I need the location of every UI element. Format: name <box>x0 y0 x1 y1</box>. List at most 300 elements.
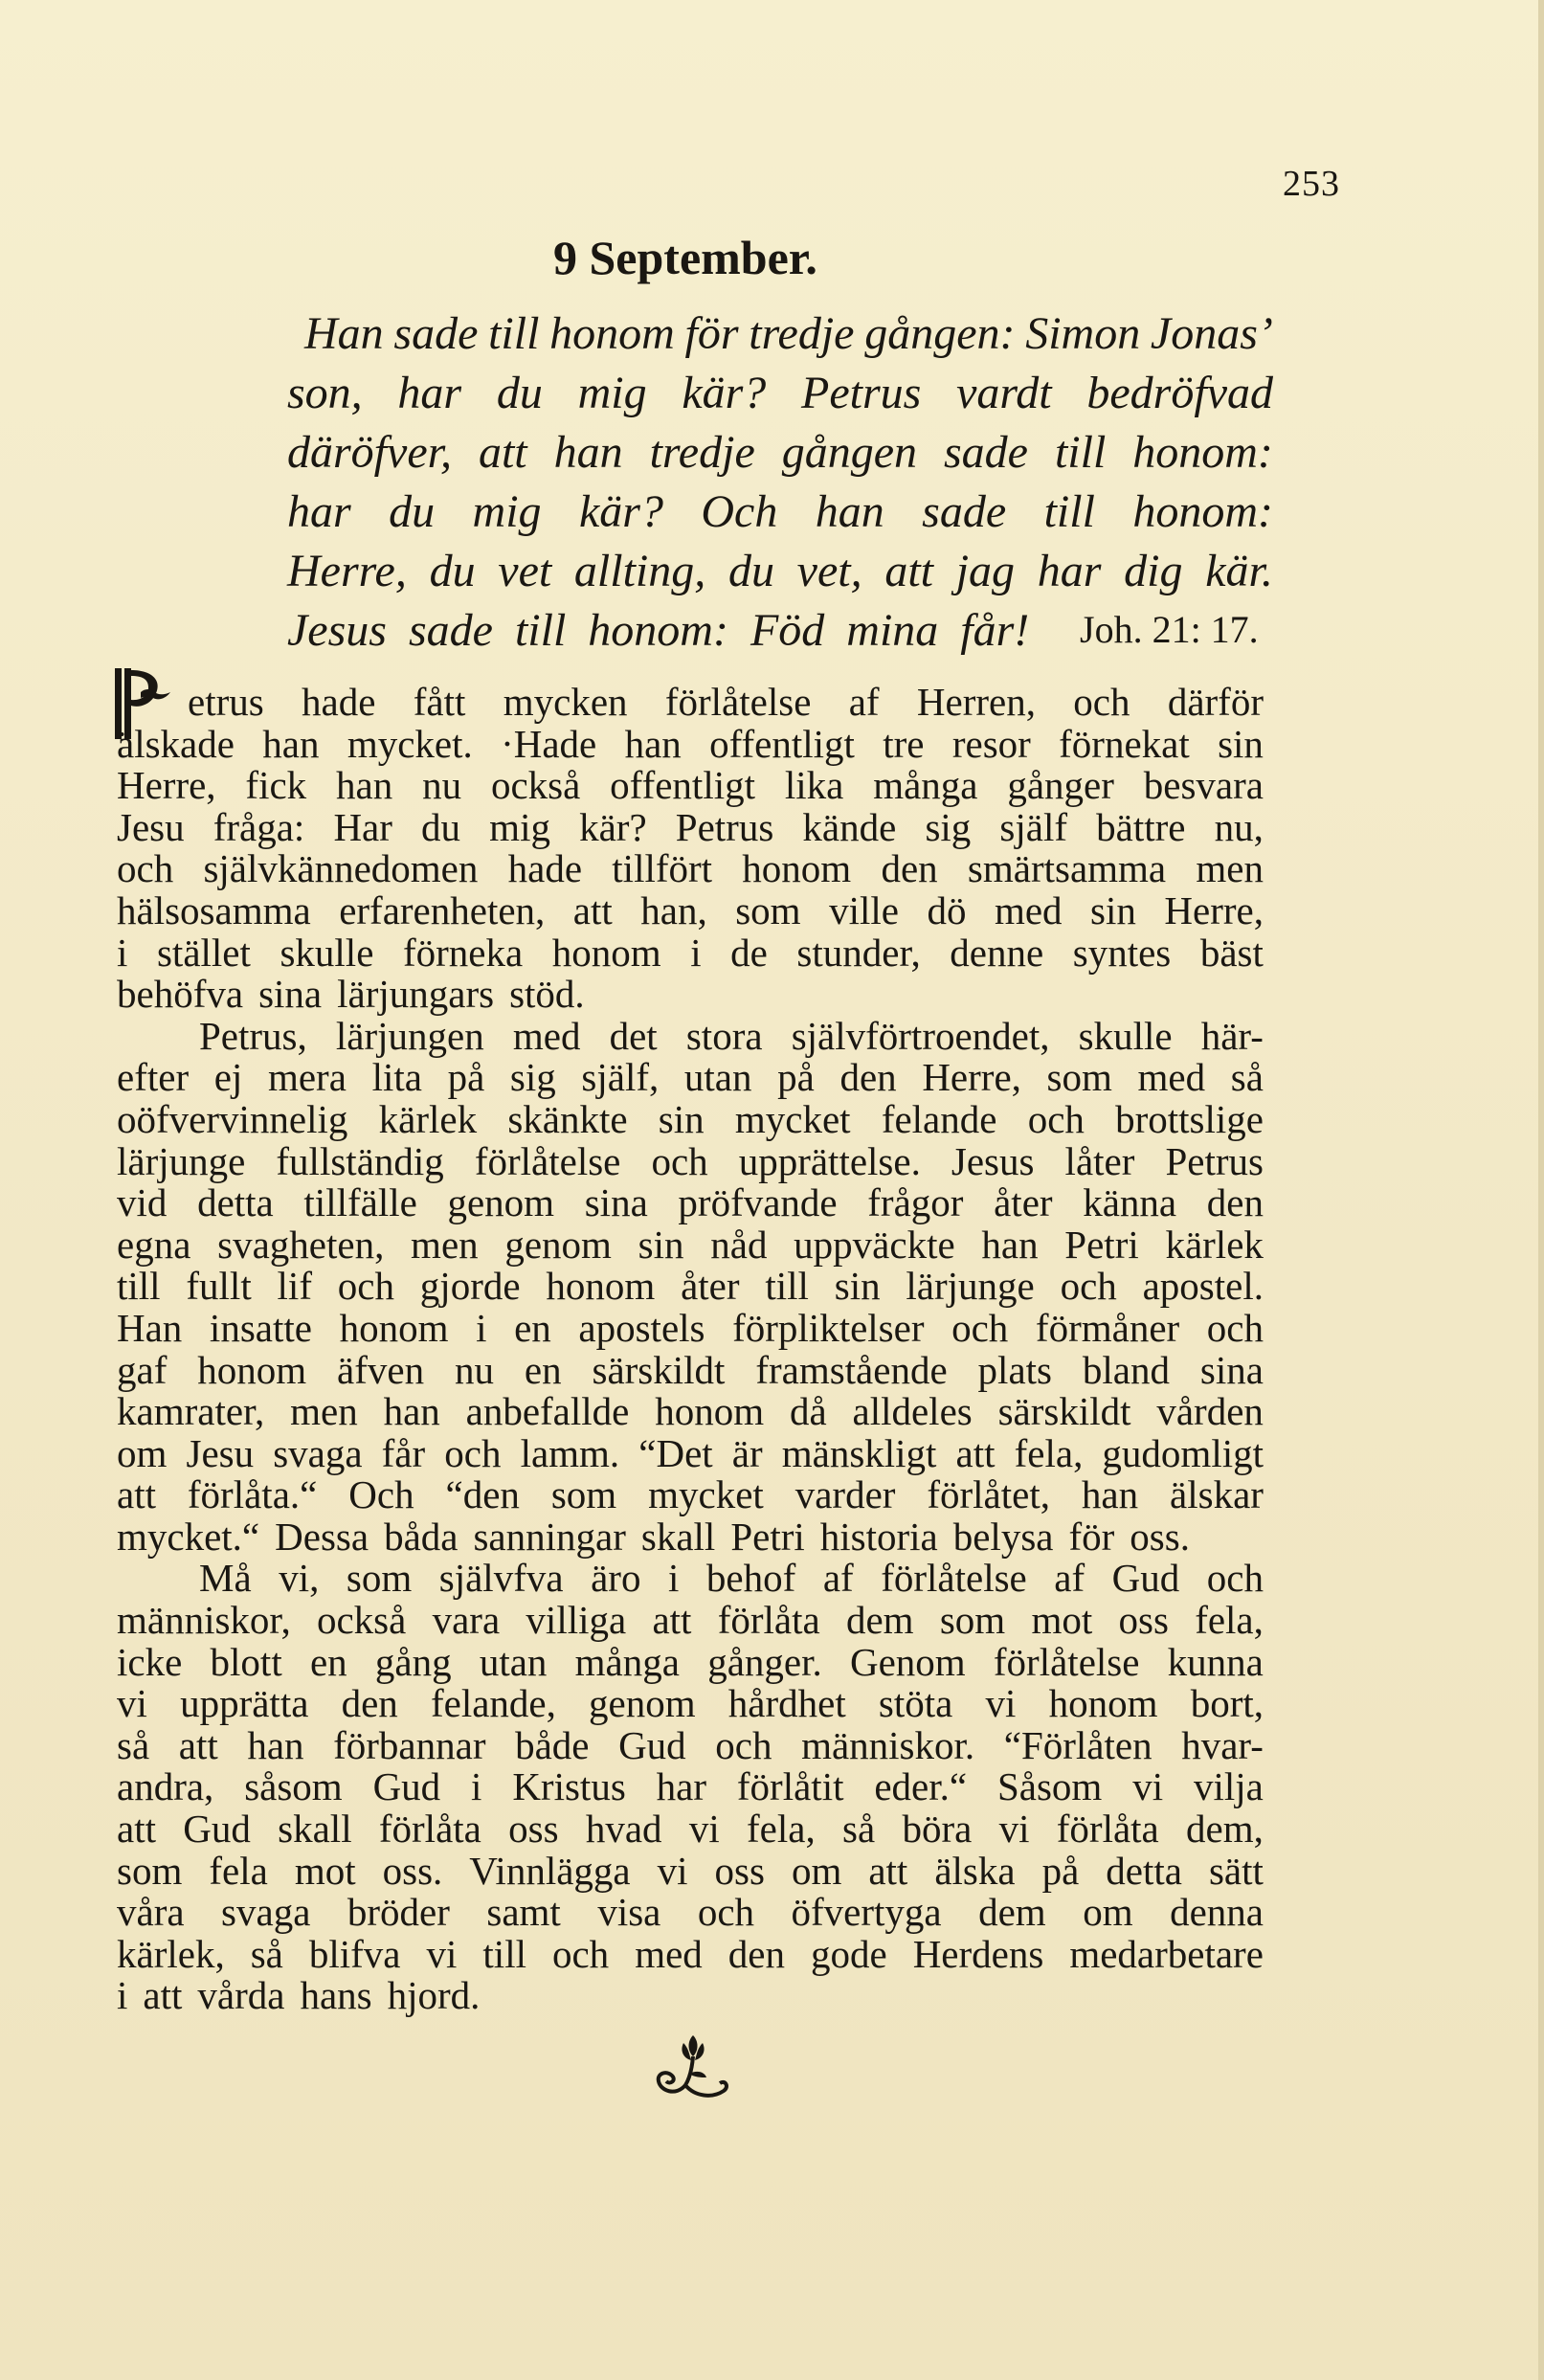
word: Och <box>348 1472 414 1517</box>
word: Gud <box>1111 1556 1180 1601</box>
word: historia <box>819 1514 938 1559</box>
word: Gud <box>618 1722 686 1767</box>
word: till <box>1043 486 1095 537</box>
word: båda <box>384 1514 459 1559</box>
word: såsom <box>244 1764 343 1809</box>
word: kände <box>802 804 897 849</box>
word: dig <box>1124 546 1183 596</box>
word: denne <box>950 930 1044 975</box>
word: som <box>550 1472 617 1517</box>
word: mig <box>489 804 550 849</box>
word: utan <box>479 1639 548 1684</box>
body-line <box>117 1224 1264 1267</box>
word: de <box>730 930 768 975</box>
word: ·Hade <box>501 721 597 766</box>
word: är <box>731 1430 763 1475</box>
word: självförtroendet, <box>791 1013 1050 1058</box>
word: denna <box>1170 1890 1264 1935</box>
word: till <box>765 1264 809 1309</box>
word: felande <box>881 1096 997 1141</box>
word: stora <box>685 1013 763 1058</box>
word: Herdens <box>912 1931 1044 1976</box>
word: Föd <box>750 605 825 656</box>
word: svagheten, <box>217 1222 385 1267</box>
word: älska <box>934 1848 1016 1893</box>
word: och <box>697 1890 755 1935</box>
word: lamm. <box>520 1430 620 1475</box>
word: honom <box>197 1347 307 1392</box>
word: kärlek <box>378 1096 478 1141</box>
word: hälsosamma <box>117 887 311 932</box>
word: Jesu <box>117 804 185 849</box>
word: att <box>178 1722 218 1767</box>
body-line <box>117 1516 1264 1559</box>
word: gaf <box>117 1347 168 1392</box>
word: bättre <box>1096 804 1186 849</box>
body-line <box>117 1892 1264 1934</box>
body-line <box>117 848 1264 890</box>
word: vi, <box>279 1556 320 1601</box>
body-line <box>188 682 1264 724</box>
word: i <box>471 1764 482 1809</box>
word: Petrus <box>675 804 774 849</box>
word: att <box>884 546 933 596</box>
word: mot <box>294 1848 356 1893</box>
word: vi <box>1132 1764 1164 1809</box>
word: honom <box>551 930 661 975</box>
word: mycket <box>734 1096 851 1141</box>
word: af <box>1054 1556 1085 1601</box>
word: honom <box>549 308 675 359</box>
word: gång <box>374 1639 452 1684</box>
word: detta <box>197 1180 274 1225</box>
word: sin <box>638 1222 684 1267</box>
word: fela, <box>747 1807 816 1852</box>
word: om <box>117 1430 168 1475</box>
word: känna <box>1083 1180 1177 1225</box>
body-line <box>117 1096 1264 1141</box>
word: blott <box>210 1639 282 1684</box>
word: att <box>868 1848 908 1893</box>
word: dem <box>845 1598 914 1643</box>
word: bland <box>1082 1347 1170 1392</box>
word: mycken <box>503 680 628 724</box>
word: felande, <box>430 1681 556 1726</box>
word: stöta <box>878 1681 953 1726</box>
word: självfva <box>438 1556 564 1601</box>
word: Kristus <box>512 1764 626 1809</box>
word: och <box>444 1430 502 1475</box>
word: Må <box>199 1556 252 1601</box>
word: också <box>316 1598 407 1643</box>
word: upprätta <box>180 1681 309 1726</box>
word: åter <box>994 1180 1053 1225</box>
word: förlåta.“ <box>187 1472 318 1517</box>
word: Vinnlägga <box>469 1848 631 1893</box>
epigraph-line <box>304 304 1273 364</box>
word: en <box>309 1639 347 1684</box>
word: du <box>429 546 476 596</box>
word: skulle <box>1078 1013 1173 1058</box>
word: så <box>1230 1055 1264 1100</box>
word: villiga <box>526 1598 627 1643</box>
page-title: 9 September. <box>553 231 817 284</box>
word: honom: <box>1132 427 1273 478</box>
word: vi <box>998 1807 1030 1852</box>
word: fråga: <box>213 804 305 849</box>
word: och <box>651 1138 708 1183</box>
word: förlåtit <box>736 1764 844 1809</box>
word: sanningar <box>473 1514 626 1559</box>
word: nåd <box>710 1222 768 1267</box>
word: som <box>939 1598 1006 1643</box>
word: genom <box>589 1681 696 1726</box>
word: oss. <box>382 1848 443 1893</box>
word: dö <box>927 887 967 932</box>
word: till <box>1054 427 1107 478</box>
word: frågor <box>867 1180 964 1225</box>
word: gånger <box>1007 763 1114 808</box>
word: lärjungen <box>335 1013 484 1058</box>
word: sig <box>509 1055 556 1100</box>
word: stället <box>156 930 251 975</box>
body-line <box>117 1138 1264 1183</box>
word: öfvertyga <box>791 1890 942 1935</box>
word: sade <box>408 605 493 656</box>
word: den <box>839 1055 897 1100</box>
word: sin <box>1090 887 1136 932</box>
word: Dessa <box>275 1514 369 1559</box>
body-line <box>117 1057 1264 1099</box>
word: fela, <box>1014 1430 1084 1475</box>
word: kär? <box>579 804 647 849</box>
word: han <box>815 486 884 537</box>
body-line <box>117 1808 1264 1851</box>
body-line <box>199 1013 1264 1058</box>
word: tillfälle <box>303 1180 417 1225</box>
word: förlåtelse <box>881 1556 1027 1601</box>
word: bröder <box>347 1890 450 1935</box>
word: offentligt <box>610 763 755 808</box>
word: och <box>1073 680 1130 724</box>
word: mera <box>267 1055 347 1100</box>
word: honom: <box>588 605 728 656</box>
word: uppväckte <box>794 1222 955 1267</box>
word: han <box>247 1722 304 1767</box>
word: lärjunge <box>906 1264 1035 1309</box>
word: smärtsamma <box>967 846 1167 891</box>
word: Herren, <box>916 680 1036 724</box>
word: också <box>490 763 581 808</box>
word: till <box>482 1931 526 1976</box>
word: Petrus <box>1165 1138 1264 1183</box>
word: men <box>1196 846 1264 891</box>
word: honom: <box>1132 486 1273 537</box>
body-line <box>117 1931 1264 1976</box>
word: lärjunge <box>117 1138 246 1183</box>
word: genom <box>504 1222 612 1267</box>
word: älskade <box>117 721 235 766</box>
word: den <box>881 846 938 891</box>
word: vara <box>432 1598 501 1643</box>
word: förpliktelser <box>732 1305 925 1350</box>
word: ville <box>829 887 899 932</box>
word: för <box>684 308 739 359</box>
word: den <box>1206 1180 1264 1225</box>
word: dem, <box>1186 1807 1264 1852</box>
word: plats <box>977 1347 1052 1392</box>
word: som <box>346 1556 413 1601</box>
word: Jesus <box>287 605 387 656</box>
word: och <box>715 1722 772 1767</box>
word: har <box>1037 546 1102 596</box>
word: i <box>117 1973 128 2018</box>
word: här- <box>1200 1013 1264 1058</box>
word: om <box>791 1848 842 1893</box>
word: fela <box>209 1848 268 1893</box>
word: mycket <box>648 1472 764 1517</box>
word: Petrus, <box>199 1013 307 1058</box>
word: lärjungars <box>337 972 495 1017</box>
word: men <box>411 1222 479 1267</box>
word: sina <box>258 972 323 1017</box>
word: Jonas’ <box>1150 308 1273 359</box>
word: vården <box>1156 1389 1264 1434</box>
word: honom <box>742 846 852 891</box>
word: människor, <box>117 1598 291 1643</box>
word: självkännedomen <box>203 846 479 891</box>
word: en <box>524 1347 562 1392</box>
word: förlåtelse <box>993 1639 1140 1684</box>
word: besvara <box>1143 763 1264 808</box>
word: “den <box>445 1472 520 1517</box>
word: Herre, <box>117 763 216 808</box>
word: han <box>624 721 682 766</box>
word: hade <box>507 846 583 891</box>
word: ej <box>213 1055 243 1100</box>
word: sade <box>922 486 1007 537</box>
word: men <box>290 1389 358 1434</box>
word: oöfvervinnelig <box>117 1096 348 1141</box>
word: därför <box>1167 680 1264 724</box>
word: honom <box>339 1305 449 1350</box>
word: hårdhet <box>727 1681 846 1726</box>
word: svaga <box>221 1890 311 1935</box>
word: han <box>383 1389 440 1434</box>
word: Petri <box>1064 1222 1139 1267</box>
word: hvar- <box>1181 1722 1264 1767</box>
word: vi <box>117 1681 147 1726</box>
word: många <box>873 763 978 808</box>
word: fick <box>245 763 307 808</box>
word: särskildt <box>997 1389 1131 1434</box>
word: mig <box>577 368 647 418</box>
word: människor. <box>801 1722 975 1767</box>
word: mänskligt <box>781 1430 937 1475</box>
word: att <box>572 887 613 932</box>
word: medarbetare <box>1069 1931 1264 1976</box>
word: honom <box>655 1389 765 1434</box>
word: du <box>727 546 774 596</box>
word: brottslige <box>1115 1096 1264 1141</box>
body-line <box>117 1266 1264 1308</box>
word: fullt <box>186 1264 252 1309</box>
word: han, <box>640 887 707 932</box>
word: du <box>496 368 543 418</box>
word: sin <box>1218 721 1264 766</box>
word: så <box>250 1931 283 1976</box>
word: och <box>1060 1264 1117 1309</box>
word: sade <box>393 308 479 359</box>
word: bedröfvad <box>1086 368 1273 418</box>
word: och <box>951 1305 1009 1350</box>
word: hade <box>302 680 376 724</box>
word: framstående <box>755 1347 948 1392</box>
word: och <box>337 1264 394 1309</box>
word: tredje <box>749 308 855 359</box>
body-line <box>117 804 1264 849</box>
word: icke <box>117 1639 183 1684</box>
word: vi <box>657 1848 688 1893</box>
body-line <box>117 1848 1264 1893</box>
word: till <box>117 1264 161 1309</box>
word: till <box>514 605 567 656</box>
word: dem <box>978 1890 1046 1935</box>
word: genom <box>447 1180 555 1225</box>
word: och <box>1206 1556 1264 1601</box>
word: vårda <box>197 1973 285 2018</box>
word: skulle <box>280 930 374 975</box>
word: till <box>488 308 540 359</box>
word: bäst <box>1199 930 1264 975</box>
epigraph-line <box>287 423 1273 483</box>
word: gode <box>810 1931 887 1976</box>
word: böra <box>902 1807 973 1852</box>
word: mot <box>1031 1598 1093 1643</box>
word: gudomligt <box>1102 1430 1264 1475</box>
word: kär? <box>578 486 663 537</box>
word: efter <box>117 1055 190 1100</box>
word: att <box>117 1807 156 1852</box>
word: andra, <box>117 1764 214 1809</box>
word: vid <box>117 1180 168 1225</box>
word: med <box>1137 1055 1206 1100</box>
epigraph-line <box>287 364 1273 423</box>
word: Jesus <box>951 1138 1035 1183</box>
word: så <box>842 1807 876 1852</box>
word: gjorde <box>419 1264 521 1309</box>
body-line <box>117 765 1264 807</box>
word: syntes <box>1072 930 1172 975</box>
body-text <box>117 682 1264 2017</box>
word: förlåta <box>717 1598 820 1643</box>
word: skall <box>278 1807 352 1852</box>
epigraph-line <box>287 483 1273 542</box>
word: tillfört <box>612 846 713 891</box>
body-line <box>117 1766 1264 1808</box>
word: gången <box>781 427 918 478</box>
body-line <box>117 1600 1264 1642</box>
word: många <box>574 1639 680 1684</box>
word: förlåtelse <box>474 1138 621 1183</box>
word: resor <box>951 721 1031 766</box>
word: tre <box>883 721 925 766</box>
body-line <box>117 1430 1264 1475</box>
word: Han <box>117 1305 183 1350</box>
word: sina <box>1199 1347 1264 1392</box>
word: både <box>515 1722 590 1767</box>
word: egna <box>117 1222 191 1267</box>
body-line <box>117 1182 1264 1224</box>
word: förmåner <box>1035 1305 1180 1350</box>
word: behöfva <box>117 972 244 1017</box>
word: och <box>551 1931 610 1976</box>
word: att <box>652 1598 692 1643</box>
word: Herre, <box>287 546 407 596</box>
word: då <box>789 1389 827 1434</box>
word: nu, <box>1214 804 1264 849</box>
word: som <box>117 1848 183 1893</box>
word: han <box>981 1222 1039 1267</box>
word: behof <box>705 1556 796 1601</box>
floral-tailpiece-icon <box>647 2030 739 2106</box>
body-line <box>117 721 1264 766</box>
word: i <box>117 930 128 975</box>
word: kamrater, <box>117 1389 265 1434</box>
body-line <box>117 1305 1264 1350</box>
word: af <box>848 680 880 724</box>
word: Herre, <box>922 1055 1021 1100</box>
word: i <box>476 1305 487 1350</box>
word: skall <box>640 1514 716 1559</box>
word: Gud <box>183 1807 251 1852</box>
body-line <box>117 932 1264 975</box>
body-line <box>117 1347 1264 1392</box>
word: nu <box>455 1347 494 1392</box>
word: oss. <box>1130 1514 1190 1559</box>
word: den <box>727 1931 785 1976</box>
word: mycket. <box>347 721 473 766</box>
word: kärlek, <box>117 1931 225 1976</box>
word: våra <box>117 1890 185 1935</box>
word: och <box>1027 1096 1085 1141</box>
word: fått <box>413 680 466 724</box>
word: belysa <box>952 1514 1054 1559</box>
word: utan <box>683 1055 752 1100</box>
word: Har <box>333 804 392 849</box>
word: mycket.“ <box>117 1514 260 1559</box>
body-line <box>117 1639 1264 1684</box>
word: gånger. <box>707 1639 822 1684</box>
word: förnekat <box>1059 721 1190 766</box>
word: den <box>341 1681 398 1726</box>
word: vilja <box>1193 1764 1264 1809</box>
word: han <box>1081 1472 1139 1517</box>
word: äro <box>591 1556 641 1601</box>
word: vet <box>498 546 552 596</box>
word: apostel. <box>1142 1264 1264 1309</box>
word: pröfvande <box>678 1180 838 1225</box>
word: att <box>117 1472 156 1517</box>
word: gången: <box>864 308 1016 359</box>
word: låter <box>1064 1138 1135 1183</box>
word: själf, <box>581 1055 660 1100</box>
word: stöd. <box>509 972 585 1017</box>
word: har <box>656 1764 707 1809</box>
word: allting, <box>573 546 706 596</box>
word: och <box>117 846 174 891</box>
word: nu <box>422 763 462 808</box>
